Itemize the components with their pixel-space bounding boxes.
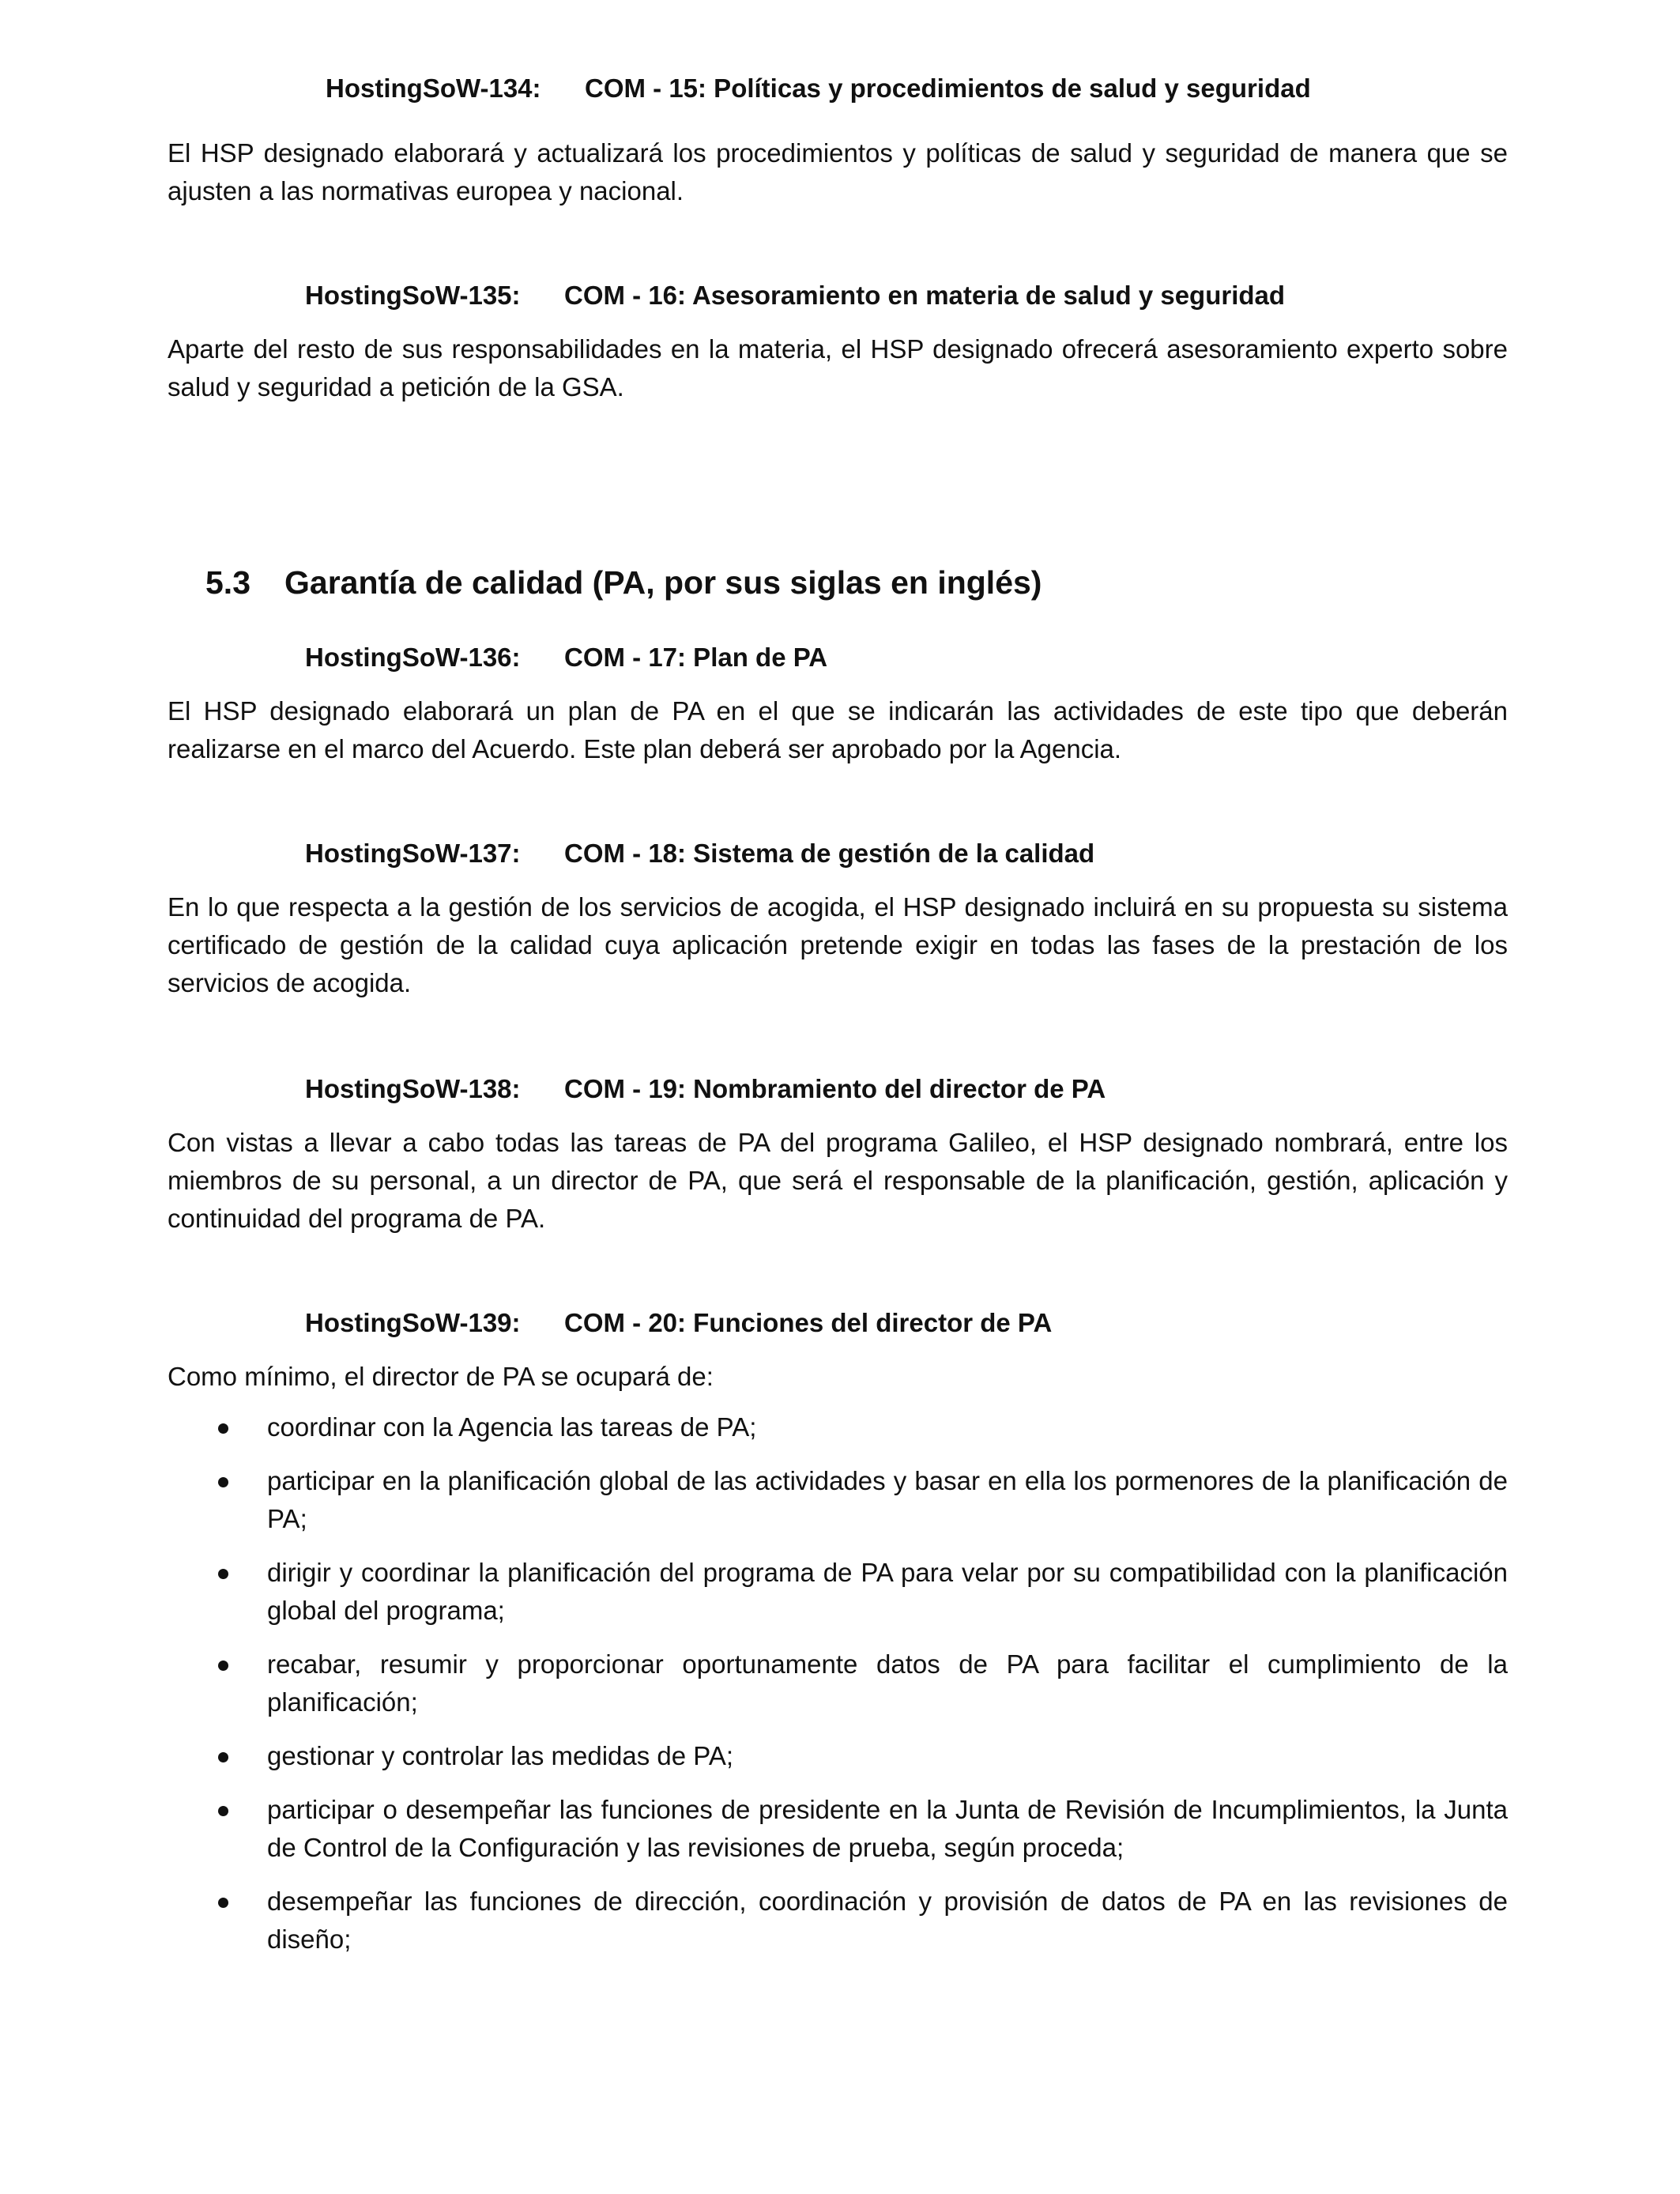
list-item (168, 1462, 1508, 1538)
list-item-text: participar o desempeñar las funciones de presidente en la Junta de Revisión de Incumplimientos, la Junta de Control de la Configuración y las revisiones de prueba, según proceda; (267, 1795, 1508, 1862)
requirement-code: HostingSoW-139: (305, 1308, 521, 1337)
paragraph-qa-director-appointment: Con vistas a llevar a cabo todas las tareas de PA del programa Galileo, el HSP designado nombrará, entre los miembros de su personal, a un director de PA, que será el responsable de la planificación, gestión, aplicación y continuidad del programa de PA. (168, 1128, 1508, 1233)
bullet-icon (218, 1477, 228, 1487)
requirement-title: COM - 16: Asesoramiento en materia de salud y seguridad (564, 281, 1286, 310)
requirement-code: HostingSoW-138: (305, 1074, 521, 1103)
list-item (168, 1883, 1508, 1958)
requirement-heading-137 (305, 838, 1094, 869)
paragraph-health-safety-advice: Aparte del resto de sus responsabilidades en la materia, el HSP designado ofrecerá asesoramiento experto sobre salud y seguridad a petición de la GSA. (168, 334, 1508, 401)
list-item-text: gestionar y controlar las medidas de PA; (267, 1741, 734, 1770)
requirement-code: HostingSoW-134: (326, 74, 541, 103)
list-item-text: participar en la planificación global de las actividades y basar en ella los pormenores de la planificación de PA; (267, 1466, 1508, 1533)
paragraph-qa-plan: El HSP designado elaborará un plan de PA en el que se indicarán las actividades de este tipo que deberán realizarse en el marco del Acuerdo. Este plan deberá ser aprobado por la Agencia. (168, 696, 1508, 763)
bullet-icon (218, 1806, 228, 1816)
bullet-icon (218, 1752, 228, 1762)
requirement-title: COM - 19: Nombramiento del director de PA (564, 1074, 1106, 1103)
list-item (168, 1791, 1508, 1867)
list-item (168, 1408, 1508, 1446)
requirement-title: COM - 20: Funciones del director de PA (564, 1308, 1053, 1337)
requirement-code: HostingSoW-136: (305, 643, 521, 672)
paragraph-health-safety-procedures: El HSP designado elaborará y actualizará los procedimientos y políticas de salud y seguridad de manera que se ajusten a las normativas europea y nacional. (168, 138, 1508, 205)
bullet-icon (218, 1898, 228, 1908)
requirement-code: HostingSoW-137: (305, 839, 521, 868)
section-heading (205, 561, 1042, 604)
requirement-heading-136 (305, 642, 827, 673)
requirement-code: HostingSoW-135: (305, 281, 521, 310)
paragraph-quality-management-system: En lo que respecta a la gestión de los servicios de acogida, el HSP designado incluirá en su propuesta su sistema certificado de gestión de la calidad cuya aplicación pretende exigir en todas las fases de la prestación de los servicios de acogida. (168, 892, 1508, 997)
list-item-text: desempeñar las funciones de dirección, coordinación y provisión de datos de PA en las revisiones de diseño; (267, 1887, 1508, 1954)
requirement-heading-139 (305, 1307, 1052, 1339)
bullet-icon (218, 1661, 228, 1671)
list-item-text: dirigir y coordinar la planificación del programa de PA para velar por su compatibilidad con la planificación global del programa; (267, 1558, 1508, 1625)
list-item-text: recabar, resumir y proporcionar oportunamente datos de PA para facilitar el cumplimiento de la planificación; (267, 1649, 1508, 1717)
requirement-heading-138 (305, 1073, 1106, 1105)
list-item (168, 1737, 1508, 1775)
qa-director-duties-list (168, 1408, 1508, 1974)
bullet-icon (218, 1423, 228, 1434)
requirement-title: COM - 15: Políticas y procedimientos de salud y seguridad (585, 74, 1311, 103)
bullet-icon (218, 1569, 228, 1579)
section-number: 5.3 (205, 564, 250, 601)
list-item (168, 1554, 1508, 1630)
requirement-heading-134 (326, 73, 1311, 104)
list-item (168, 1646, 1508, 1721)
section-title: Garantía de calidad (PA, por sus siglas en inglés) (284, 564, 1042, 601)
requirement-title: COM - 17: Plan de PA (564, 643, 828, 672)
paragraph-qa-director-intro: Como mínimo, el director de PA se ocupará de: (168, 1362, 714, 1391)
list-item-text: coordinar con la Agencia las tareas de PA; (267, 1412, 757, 1442)
requirement-heading-135 (305, 280, 1285, 311)
requirement-title: COM - 18: Sistema de gestión de la calidad (564, 839, 1095, 868)
